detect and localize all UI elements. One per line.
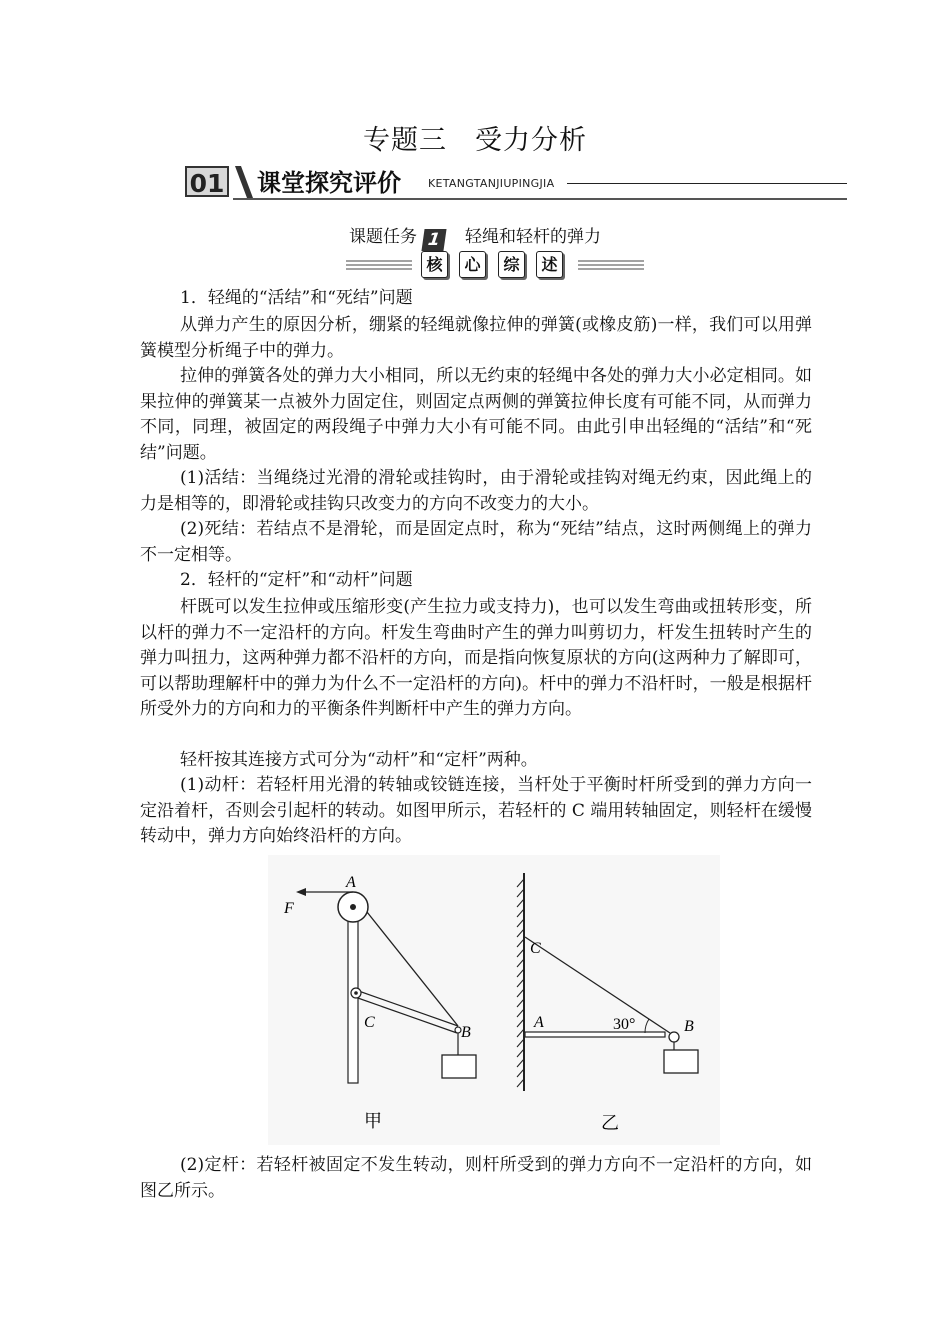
weight-right — [664, 1050, 698, 1073]
label-b: B — [461, 1024, 471, 1041]
task-name: 轻绳和轻杆的弹力 — [465, 227, 601, 247]
section-number: 01 — [185, 166, 229, 197]
core-char-box: 述 — [536, 251, 563, 278]
task-label: 课题任务 — [349, 227, 417, 247]
label-c: C — [364, 1014, 375, 1031]
core-right-lines — [578, 259, 644, 271]
label-a: A — [346, 874, 356, 891]
banner-underline — [233, 198, 847, 200]
section-title: 课堂探究评价 — [257, 169, 401, 197]
label-a-right: A — [534, 1014, 544, 1031]
core-char-box: 核 — [421, 251, 448, 278]
paragraph: (2)定杆：若轻杆被固定不发生转动，则杆所受到的弹力方向不一定沿杆的方向，如图乙所示。 — [140, 1155, 812, 1201]
heading-rope: 1．轻绳的“活结”和“死结”问题 — [180, 288, 413, 308]
caption-left: 甲 — [364, 1111, 382, 1132]
caption-right: 乙 — [601, 1113, 619, 1134]
core-char-box: 综 — [498, 251, 525, 278]
label-b-right: B — [684, 1018, 694, 1035]
core-summary-heading — [0, 251, 950, 281]
heading-rod: 2．轻杆的“定杆”和“动杆”问题 — [180, 570, 413, 590]
task-number-badge: 1 — [421, 229, 446, 251]
core-char-box: 心 — [459, 251, 486, 278]
angle-label: 30° — [613, 1016, 636, 1033]
force-diagram-figure — [268, 855, 720, 1145]
rod-ab — [525, 1032, 665, 1037]
paragraph: (1)活结：当绳绕过光滑的滑轮或挂钩时，由于滑轮或挂钩对绳无约束，因此绳上的力是相等的，即滑轮或挂钩只改变力的方向不改变力的大小。 — [140, 468, 812, 514]
banner-divider — [567, 183, 847, 184]
paragraph: (2)死结：若结点不是滑轮，而是固定点时，称为“死结”结点，这时两侧绳上的弹力不一定相等。 — [140, 519, 812, 565]
paragraph: 轻杆按其连接方式可分为“动杆”和“定杆”两种。 — [180, 750, 538, 770]
task-heading — [0, 222, 950, 251]
label-f: F — [284, 900, 294, 917]
paragraph: 杆既可以发生拉伸或压缩形变(产生拉力或支持力)，也可以发生弯曲或扭转形变，所以杆的弹力不一定沿杆的方向。杆发生弯曲时产生的弹力叫剪切力，杆发生扭转时产生的弹力叫扭力，这两种弹力都不沿杆的方向，而是指向恢复原状的方向(这两种力了解即可，可以帮助理解杆中的弹力为什么不一定沿杆的方向)。杆中的弹力不沿杆时，一般是根据杆所受外力的方向和力的平衡条件判断杆中产生的弹力方向。 — [140, 597, 812, 720]
label-c-right: C — [530, 940, 541, 957]
pulley-b — [669, 1032, 679, 1042]
section-banner — [185, 162, 847, 202]
page-title: 专题三 受力分析 — [363, 125, 587, 156]
section-pinyin: KETANGTANJIUPINGJIA — [428, 177, 555, 190]
paragraph: 拉伸的弹簧各处的弹力大小相同，所以无约束的轻绳中各处的弹力大小必定相同。如果拉伸的弹簧某一点被外力固定住，则固定点两侧的弹簧拉伸长度有可能不同，从而弹力不同，同理，被固定的两段绳子中弹力大小有可能不同。由此引申出轻绳的“活结”和“死结”问题。 — [140, 366, 812, 463]
core-left-lines — [346, 259, 412, 271]
banner-slash-icon — [233, 166, 253, 198]
weight-left — [442, 1055, 476, 1078]
paragraph: (1)动杆：若轻杆用光滑的转轴或铰链连接，当杆处于平衡时杆所受到的弹力方向一定沿着杆，否则会引起杆的转动。如图甲所示，若轻杆的 C 端用转轴固定，则轻杆在缓慢转动中，弹力方向始终沿杆的方向。 — [140, 775, 812, 847]
paragraph: 从弹力产生的原因分析，绷紧的轻绳就像拉伸的弹簧(或橡皮筋)一样，我们可以用弹簧模型分析绳子中的弹力。 — [140, 315, 812, 361]
